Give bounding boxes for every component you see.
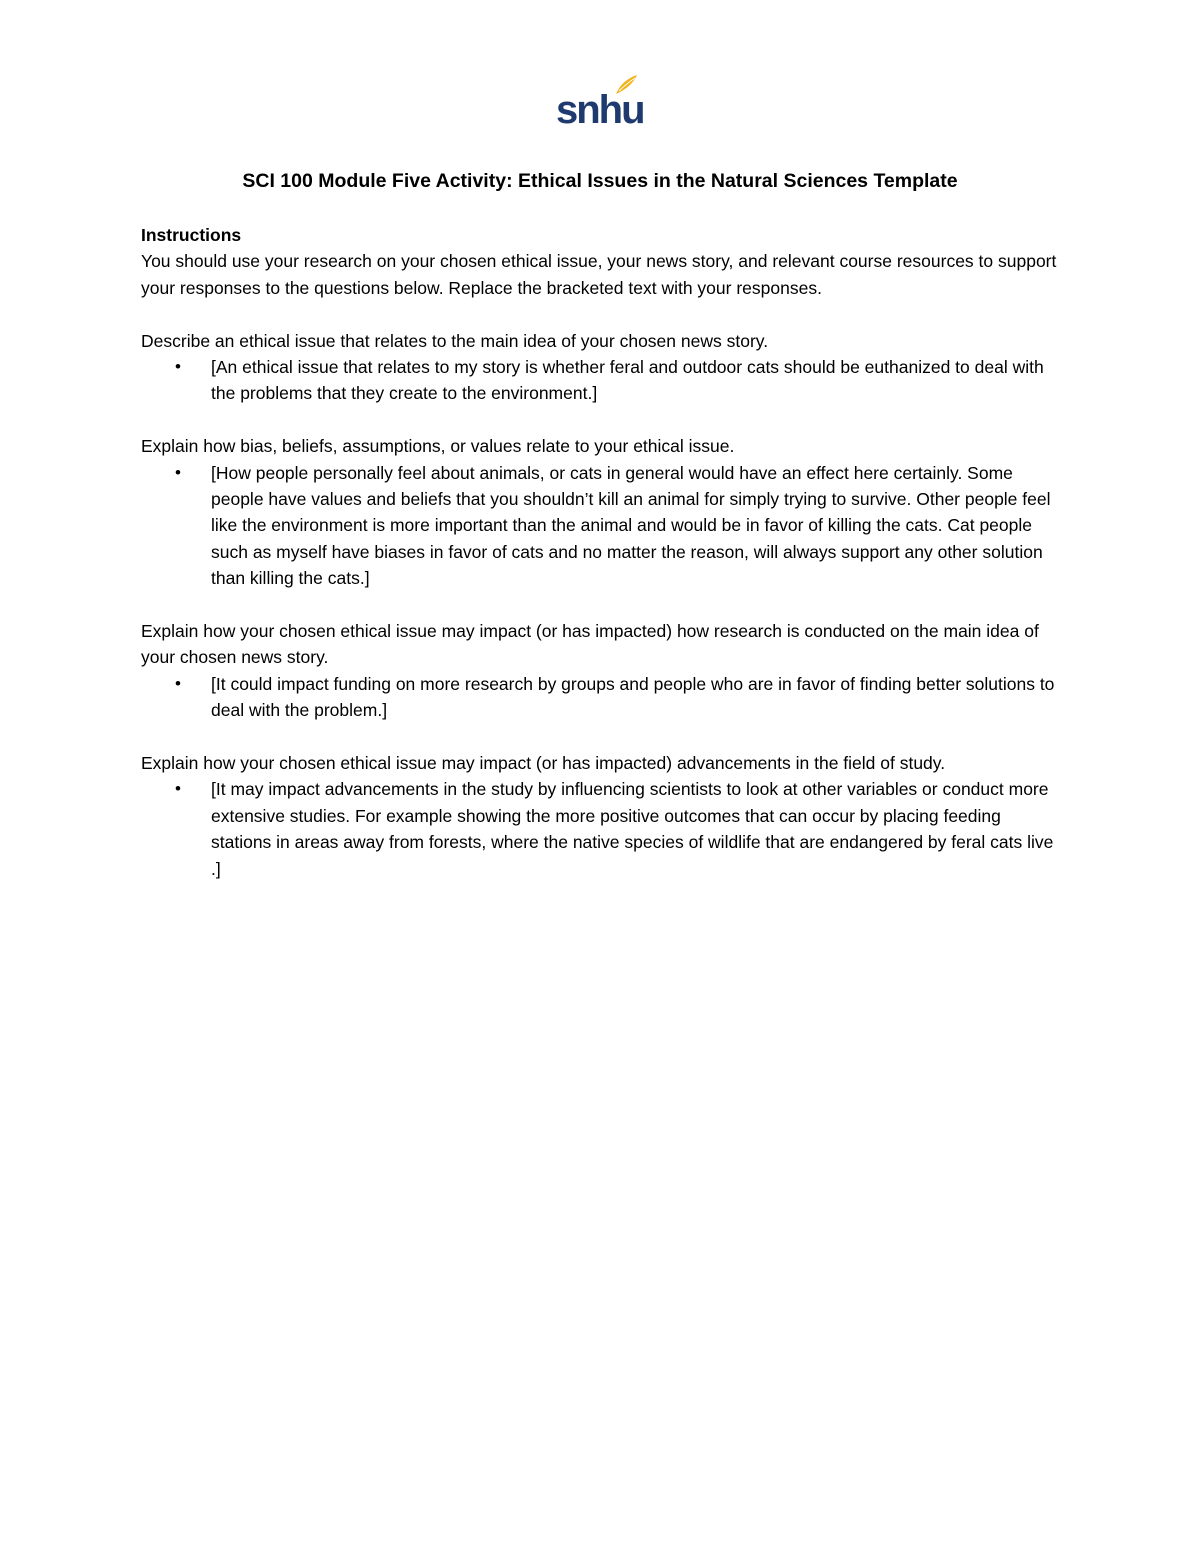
instructions-text: You should use your research on your chosen ethical issue, your news story, and relevant course resources to support your responses to the questions below. Replace the bracketed text with your responses. — [141, 251, 1057, 298]
question-section — [141, 433, 1061, 591]
question-text: Explain how your chosen ethical issue may impact (or has impacted) advancements in the field of study. — [141, 753, 946, 774]
answer-list — [141, 354, 1061, 407]
instructions-heading: Instructions — [141, 225, 242, 245]
snhu-logo — [556, 74, 644, 134]
answer-text: [How people personally feel about animals, or cats in general would have an effect here certainly. Some people have values and beliefs that you shouldn’t kill an animal for simply trying to survive. Other people feel like the environment is more important than the animal and would be in favor of killing the cats. Cat people such as myself have biases in favor of cats and no matter the reason, will always support any other solution than killing the cats.] — [211, 462, 1051, 589]
answer-text: [An ethical issue that relates to my story is whether feral and outdoor cats should be euthanized to deal with the problems that they create to the environment.] — [211, 357, 1044, 404]
question-section — [141, 328, 1061, 407]
question-text: Explain how your chosen ethical issue may impact (or has impacted) how research is conducted on the main idea of your chosen news story. — [141, 621, 1039, 668]
answer-item — [141, 460, 1061, 592]
document-body — [141, 222, 1061, 882]
question-text: Explain how bias, beliefs, assumptions, or values relate to your ethical issue. — [141, 436, 735, 457]
bullet-icon: • — [175, 357, 181, 377]
answer-list — [141, 776, 1061, 882]
bullet-icon: • — [175, 673, 181, 693]
answer-item — [141, 671, 1061, 724]
answer-list — [141, 671, 1061, 724]
answer-item — [141, 776, 1061, 882]
answer-text: [It may impact advancements in the study by influencing scientists to look at other variables or conduct more extensive studies. For example showing the more positive outcomes that can occur by placing feeding stations in areas away from forests, where the native species of wildlife that are endangered by feral cats live .] — [211, 779, 1054, 879]
bullet-icon: • — [175, 779, 181, 799]
answer-text: [It could impact funding on more research by groups and people who are in favor of finding better solutions to deal with the problem.] — [211, 673, 1055, 721]
question-text: Describe an ethical issue that relates to the main idea of your chosen news story. — [141, 330, 769, 351]
document-title: SCI 100 Module Five Activity: Ethical Issues in the Natural Sciences Template — [242, 170, 958, 192]
bullet-icon: • — [175, 462, 181, 482]
answer-item — [141, 354, 1061, 407]
logo-wordmark: snhu — [556, 88, 644, 132]
question-section — [141, 750, 1061, 882]
question-section — [141, 618, 1061, 724]
answer-list — [141, 460, 1061, 592]
